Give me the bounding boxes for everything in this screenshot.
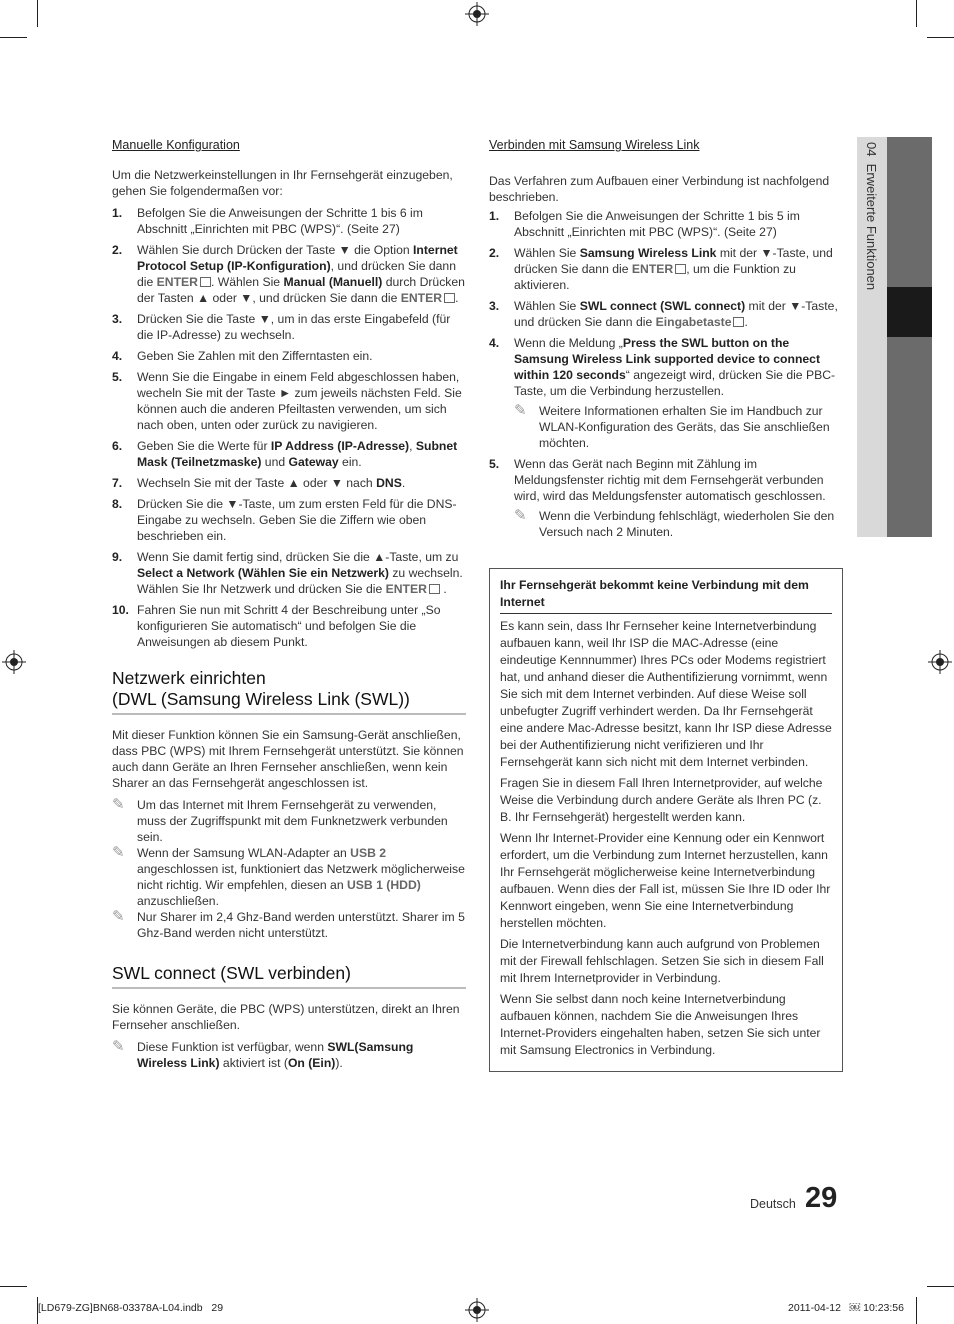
list-item [112,311,466,343]
registration-mark-icon [2,650,26,674]
crop-mark [0,1286,27,1287]
step-text: Wenn die Meldung „Press the SWL button on the Samsung Wireless Link supported device to connect within 120 seconds“ angezeigt wird, drücken Sie die PBC-Taste, um die Verbindung herzustellen. [514,336,836,398]
side-tab-marker [887,287,932,337]
swl-note: ✎ Diese Funktion ist verfügbar, wenn SWL(Samsung Wireless Link) aktiviert ist (On (Ein)). [112,1038,414,1070]
step-number: 1. [489,209,500,223]
step-number: 5. [489,457,500,471]
step-number: 9. [112,550,123,564]
crop-mark [927,1286,954,1287]
note: ✎ Nur Sharer im 2,4 Ghz-Band werden unterstützt. Sharer im 5 Ghz-Band werden nicht unterstützt. [112,908,465,940]
crop-mark [927,37,954,38]
registration-mark-icon [928,650,952,674]
step-text: Befolgen Sie die Anweisungen der Schritte 1 bis 6 im Abschnitt „Einrichten mit PBC (WPS)“. (Seite 27) [137,206,423,236]
crop-mark [0,37,27,38]
footer-language: Deutsch [750,1197,796,1211]
note: ✎ Um das Internet mit Ihrem Fernsehgerät zu verwenden, muss der Zugriffspunkt mit dem Funknetzwerk verbunden sein. [112,796,448,844]
list-item [489,298,843,330]
left-column [112,137,466,1071]
step-text: Wählen Sie SWL connect (SWL connect) mit der ▼-Taste, und drücken Sie dann die Eingabetaste . [514,299,838,329]
dwl-text: Mit dieser Funktion können Sie ein Samsung-Gerät anschließen, dass PBC (WPS) mit Ihrem Fernsehgerät unterstützt. Sie können auch dann Geräte an Ihren Fernseher anschließen, wenn kein Sharer an das Fernsehgerät angeschlossen ist. [112,728,464,790]
list-item [489,208,843,240]
dwl-notes [112,797,466,941]
step-text: Wechseln Sie mit der Taste ▲ oder ▼ nach DNS. [137,476,406,490]
step-text: Wenn Sie die Eingabe in einem Feld abgeschlossen haben, wecheln Sie mit der Taste ► zum jeweils nächsten Feld. Sie können auch die anderen Pfeiltasten verwenden, um sich nach oben, unten oder zurück zu navigieren. [137,370,462,432]
list-item [112,475,466,491]
crop-mark [37,0,38,27]
step-text: Wenn das Gerät nach Beginn mit Zählung im Meldungsfenster richtig mit dem Fernsehgerät verbunden wird, wird das Meldungsfenster automatisch geschlossen. [514,457,826,503]
footer-date-time: 2011-04-12 ￼ 10:23:56 [788,1302,904,1314]
step-text: Wählen Sie durch Drücken der Taste ▼ die Option Internet Protocol Setup (IP-Konfiguration), und drücken Sie dann die ENTER . Wählen Sie Manual (Manuell) durch Drücken der Tasten ▲ oder ▼, und drücken Sie dann die ENTER . [137,243,465,305]
manual-config-title: Manuelle Konfiguration [112,138,240,152]
manual-config-intro: Um die Netzwerkeinstellungen in Ihr Fernsehgerät einzugeben, gehen Sie folgendermaßen vor: [112,168,453,198]
step-number: 8. [112,497,123,511]
swl-connect-title: Verbinden mit Samsung Wireless Link [489,138,700,152]
registration-mark-icon [465,1298,489,1322]
box-paragraph: Es kann sein, dass Ihr Fernseher keine Internetverbindung aufbauen kann, weil Ihr ISP die MAC-Adresse (eine eindeutige Kennnummer) Ihres PCs oder Modems registriert hat, und anhand dieser die Authentifizierung vornimmt, wenn Sie sich mit dem Internet verbinden. Auf diese Weise soll unbefugter Zugriff verhindert werden. Da Ihr Fernsehgerät eine andere Mac-Adresse besitzt, kann Ihr ISP diese Adresse bei der Authentifizierung nicht verifizieren und Ihr Fernsehgerät kann sich nicht mit dem Internet verbinden. [500,619,832,769]
pen-note-icon: ✎ [514,507,527,524]
pen-note-icon: ✎ [112,1038,125,1055]
step-note: ✎ Weitere Informationen erhalten Sie im Handbuch zur WLAN-Konfiguration des Geräts, das Sie anschließen möchten. [514,402,830,450]
step-number: 1. [112,206,123,220]
step-text: Befolgen Sie die Anweisungen der Schritte 1 bis 5 im Abschnitt „Einrichten mit PBC (WPS)“. (Seite 27) [514,209,800,239]
list-item [112,369,466,433]
registration-mark-icon [465,2,489,26]
side-tab-label: 04 Erweiterte Funktionen [864,142,879,291]
step-text: Geben Sie die Werte für IP Address (IP-Adresse), Subnet Mask (Teilnetzmaske) und Gateway ein. [137,439,458,469]
list-item [112,602,466,650]
step-number: 4. [112,349,123,363]
pen-note-icon: ✎ [514,402,527,419]
step-number: 2. [112,243,123,257]
list-item [112,205,466,237]
crop-mark [916,1297,917,1324]
step-number: 5. [112,370,123,384]
step-text: Drücken Sie die ▼-Taste, um zum ersten Feld für die DNS-Eingabe zu wechseln. Geben Sie die Ziffern wie oben beschrieben ein. [137,497,457,543]
right-column [489,137,843,545]
dwl-heading: Netzwerk einrichten (DWL (Samsung Wireless Link (SWL)) [112,668,466,715]
list-item [112,496,466,544]
pen-note-icon: ✎ [112,908,125,925]
step-number: 2. [489,246,500,260]
swl-text: Sie können Geräte, die PBC (WPS) unterstützen, direkt an Ihren Fernseher anschließen. [112,1002,460,1032]
step-text: Wenn Sie damit fertig sind, drücken Sie die ▲-Taste, um zu Select a Network (Wählen Sie ein Netzwerk) zu wechseln. Wählen Sie Ihr Netzwerk und drücken Sie die ENTER . [137,550,463,596]
internet-troubleshoot-box [489,568,843,1072]
step-number: 7. [112,476,123,490]
box-paragraph: Fragen Sie in diesem Fall Ihren Internetprovider, auf welche Weise die Verbindung durch andere Geräte als Ihren PC (z. B. Ihr Fernsehgerät) hergestellt werden kann. [500,776,823,824]
page-number: 29 [805,1182,838,1214]
list-item [489,335,843,451]
crop-mark [916,0,917,27]
step-text: Geben Sie Zahlen mit den Zifferntasten ein. [137,349,373,363]
pen-note-icon: ✎ [112,796,125,813]
side-tab-dark [887,137,932,537]
step-text: Fahren Sie nun mit Schritt 4 der Beschreibung unter „So konfigurieren Sie automatisch“ und befolgen Sie die Anweisungen ab diesem Punkt. [137,603,441,649]
list-item [489,245,843,293]
step-text: Wählen Sie Samsung Wireless Link mit der ▼-Taste, und drücken Sie dann die ENTER , um die Funktion zu aktivieren. [514,246,833,292]
step-number: 4. [489,336,500,350]
pen-note-icon: ✎ [112,844,125,861]
step-number: 10. [112,603,129,617]
list-item [489,456,843,540]
swl-connect-steps [489,208,843,540]
box-paragraph: Wenn Ihr Internet-Provider eine Kennung oder ein Kennwort erfordert, um die Verbindung zum Internet herzustellen, kann Ihr Fernsehgerät möglicherweise keine Internetverbindung aufbauen. Wenn dies der Fall ist, müssen Sie Ihre ID oder Ihr Kennwort eingeben, wenn Sie eine Internetverbindung herstellen möchten. [500,831,831,930]
step-text: Drücken Sie die Taste ▼, um in das erste Eingabefeld (für die IP-Adresse) zu wechseln. [137,312,451,342]
footer-file-info: [LD679-ZG]BN68-03378A-L04.indb 29 [38,1302,224,1314]
list-item [112,438,466,470]
note: ✎ Wenn der Samsung WLAN-Adapter an USB 2 angeschlossen ist, funktioniert das Netzwerk möglicherweise nicht richtig. Wir empfehlen, diesen an USB 1 (HDD) anzuschließen. [112,844,465,908]
step-number: 6. [112,439,123,453]
manual-config-steps [112,205,466,650]
swl-heading: SWL connect (SWL verbinden) [112,963,466,989]
box-paragraph: Die Internetverbindung kann auch aufgrund von Problemen mit der Firewall fehlschlagen. Setzen Sie sich in diesem Fall mit Ihrem Internetprovider in Verbindung. [500,937,824,985]
step-note: ✎ Wenn die Verbindung fehlschlägt, wiederholen Sie den Versuch nach 2 Minuten. [514,507,835,539]
list-item [112,242,466,306]
box-paragraph: Wenn Sie selbst dann noch keine Internetverbindung aufbauen können, nachdem Sie die Anweisungen Ihres Internet-Providers eingehalten haben, setzen Sie sich unter mit Samsung Electronics in Verbindung. [500,992,821,1057]
swl-connect-intro: Das Verfahren zum Aufbauen einer Verbindung ist nachfolgend beschrieben. [489,174,830,204]
step-number: 3. [489,299,500,313]
box-title: Ihr Fernsehgerät bekommt keine Verbindung mit dem Internet [500,577,832,614]
list-item [112,549,466,597]
step-number: 3. [112,312,123,326]
list-item [112,348,466,364]
